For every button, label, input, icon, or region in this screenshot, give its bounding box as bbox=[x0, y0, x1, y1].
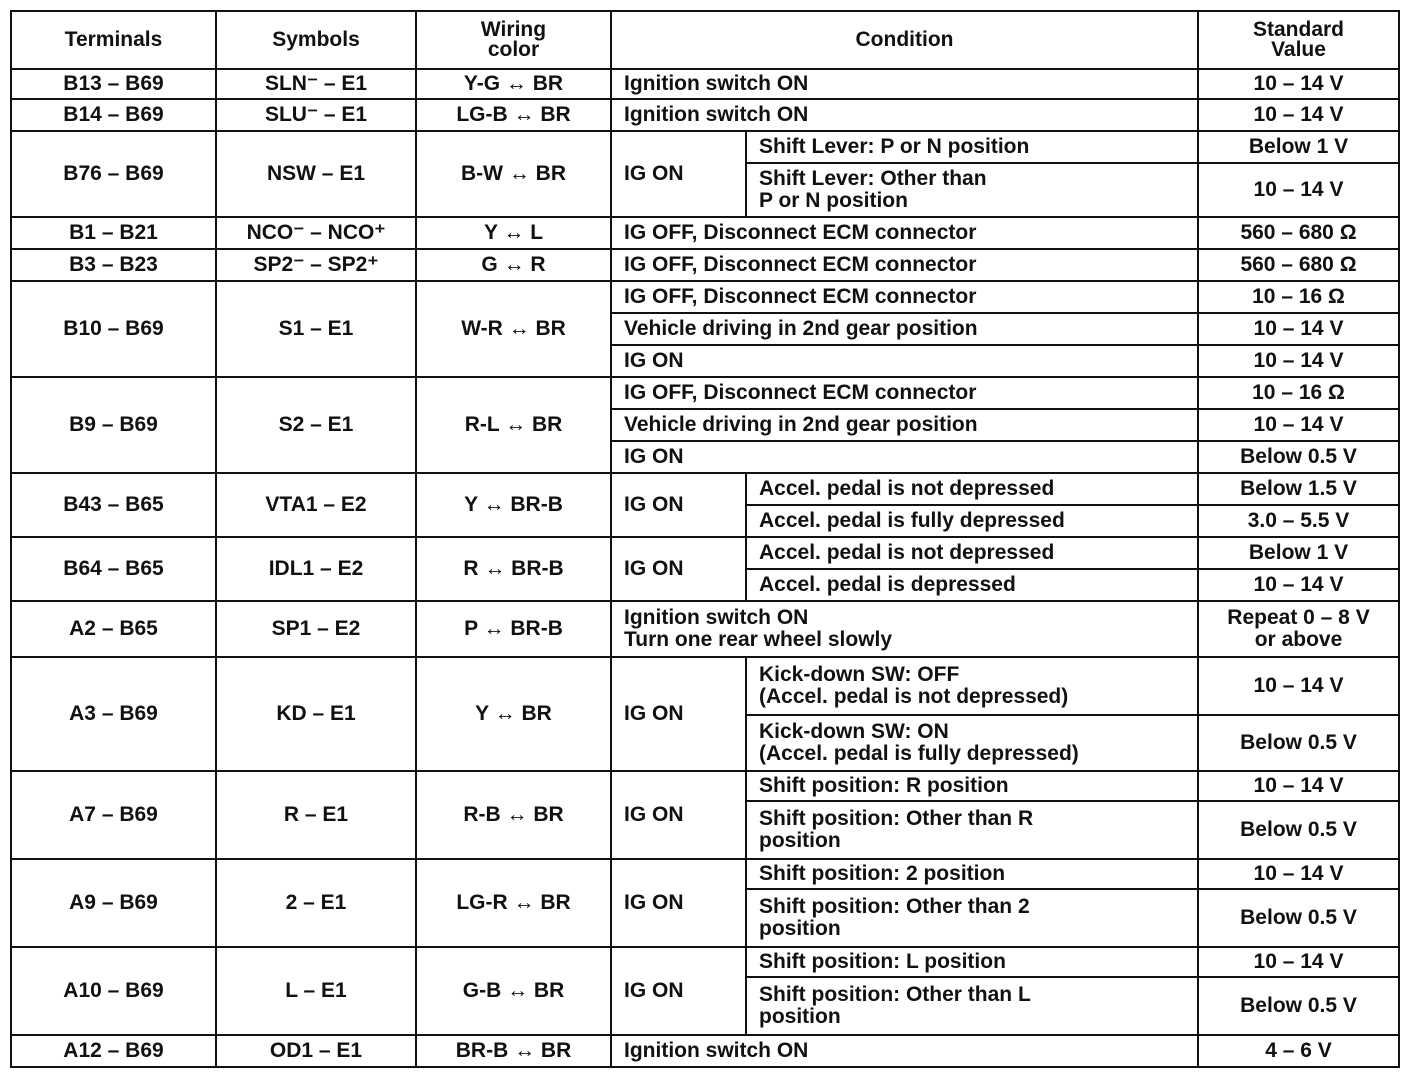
condition-detail-cell: Accel. pedal is not depressed bbox=[746, 537, 1198, 569]
wiring-color-cell: R ↔ BR-B bbox=[416, 537, 611, 601]
table-row bbox=[11, 947, 1399, 977]
symbols-cell: S1 – E1 bbox=[216, 281, 416, 377]
condition-main-cell: IG ON bbox=[611, 537, 746, 601]
condition-detail-cell: Shift Lever: P or N position bbox=[746, 131, 1198, 163]
symbols-cell: NSW – E1 bbox=[216, 131, 416, 217]
terminals-cell: A12 – B69 bbox=[11, 1035, 216, 1067]
table-row bbox=[11, 473, 1399, 505]
symbols-cell: SLU⁻ – E1 bbox=[216, 99, 416, 131]
condition-cell: IG OFF, Disconnect ECM connector bbox=[611, 249, 1198, 281]
condition-cell: Ignition switch ON bbox=[611, 1035, 1198, 1067]
symbols-cell: VTA1 – E2 bbox=[216, 473, 416, 537]
table-row bbox=[11, 1035, 1399, 1067]
wiring-color-cell: R-B ↔ BR bbox=[416, 771, 611, 859]
standard-value-cell: Below 1.5 V bbox=[1198, 473, 1399, 505]
standard-value-cell: 3.0 – 5.5 V bbox=[1198, 505, 1399, 537]
header-row bbox=[11, 11, 1399, 69]
symbols-cell: SP2⁻ – SP2⁺ bbox=[216, 249, 416, 281]
standard-value-cell: 10 – 14 V bbox=[1198, 657, 1399, 715]
standard-value-cell: 10 – 14 V bbox=[1198, 313, 1399, 345]
terminals-cell: B64 – B65 bbox=[11, 537, 216, 601]
condition-detail-cell: Shift position: Other than R position bbox=[746, 801, 1198, 859]
condition-cell: Vehicle driving in 2nd gear position bbox=[611, 313, 1198, 345]
standard-value-cell: Below 0.5 V bbox=[1198, 801, 1399, 859]
wiring-color-cell: B-W ↔ BR bbox=[416, 131, 611, 217]
standard-value-cell: 10 – 14 V bbox=[1198, 163, 1399, 217]
standard-value-cell: Below 1 V bbox=[1198, 131, 1399, 163]
terminals-cell: B10 – B69 bbox=[11, 281, 216, 377]
table-row bbox=[11, 281, 1399, 313]
condition-main-cell: IG ON bbox=[611, 947, 746, 1035]
condition-detail-cell: Accel. pedal is not depressed bbox=[746, 473, 1198, 505]
wiring-color-cell: Y ↔ BR-B bbox=[416, 473, 611, 537]
standard-value-cell: 10 – 14 V bbox=[1198, 69, 1399, 99]
standard-value-cell: 10 – 14 V bbox=[1198, 569, 1399, 601]
symbols-cell: L – E1 bbox=[216, 947, 416, 1035]
standard-value-cell: Below 0.5 V bbox=[1198, 977, 1399, 1035]
terminals-cell: B14 – B69 bbox=[11, 99, 216, 131]
standard-value-cell: 10 – 14 V bbox=[1198, 345, 1399, 377]
standard-value-cell: 10 – 14 V bbox=[1198, 409, 1399, 441]
symbols-cell: IDL1 – E2 bbox=[216, 537, 416, 601]
condition-cell: IG ON bbox=[611, 345, 1198, 377]
terminals-cell: B1 – B21 bbox=[11, 217, 216, 249]
wiring-color-cell: G-B ↔ BR bbox=[416, 947, 611, 1035]
table-row bbox=[11, 131, 1399, 163]
standard-value-cell: 10 – 14 V bbox=[1198, 99, 1399, 131]
terminals-cell: A10 – B69 bbox=[11, 947, 216, 1035]
condition-cell: Vehicle driving in 2nd gear position bbox=[611, 409, 1198, 441]
standard-value-cell: 10 – 16 Ω bbox=[1198, 281, 1399, 313]
condition-cell: Ignition switch ON bbox=[611, 99, 1198, 131]
table-row bbox=[11, 217, 1399, 249]
condition-detail-cell: Accel. pedal is depressed bbox=[746, 569, 1198, 601]
condition-main-cell: IG ON bbox=[611, 859, 746, 947]
standard-value-cell: 10 – 14 V bbox=[1198, 947, 1399, 977]
table-row bbox=[11, 771, 1399, 801]
wiring-color-cell: G ↔ R bbox=[416, 249, 611, 281]
condition-cell: IG ON bbox=[611, 441, 1198, 473]
terminals-cell: B9 – B69 bbox=[11, 377, 216, 473]
condition-cell: IG OFF, Disconnect ECM connector bbox=[611, 281, 1198, 313]
standard-value-cell: 560 – 680 Ω bbox=[1198, 249, 1399, 281]
wiring-color-cell: W-R ↔ BR bbox=[416, 281, 611, 377]
header-condition: Condition bbox=[611, 11, 1198, 69]
standard-value-cell: 10 – 14 V bbox=[1198, 859, 1399, 889]
terminals-cell: B43 – B65 bbox=[11, 473, 216, 537]
condition-cell: IG OFF, Disconnect ECM connector bbox=[611, 217, 1198, 249]
condition-detail-cell: Kick-down SW: ON (Accel. pedal is fully depressed) bbox=[746, 715, 1198, 771]
standard-value-cell: 10 – 14 V bbox=[1198, 771, 1399, 801]
standard-value-cell: Below 0.5 V bbox=[1198, 715, 1399, 771]
table-row bbox=[11, 99, 1399, 131]
condition-detail-cell: Kick-down SW: OFF (Accel. pedal is not depressed) bbox=[746, 657, 1198, 715]
header-wiring-color: Wiring color bbox=[416, 11, 611, 69]
standard-value-cell: 10 – 16 Ω bbox=[1198, 377, 1399, 409]
condition-main-cell: IG ON bbox=[611, 473, 746, 537]
symbols-cell: NCO⁻ – NCO⁺ bbox=[216, 217, 416, 249]
header-standard-value: Standard Value bbox=[1198, 11, 1399, 69]
standard-value-cell: 560 – 680 Ω bbox=[1198, 217, 1399, 249]
wiring-color-cell: R-L ↔ BR bbox=[416, 377, 611, 473]
table-row bbox=[11, 537, 1399, 569]
terminals-cell: B13 – B69 bbox=[11, 69, 216, 99]
wiring-color-cell: BR-B ↔ BR bbox=[416, 1035, 611, 1067]
wiring-color-cell: Y-G ↔ BR bbox=[416, 69, 611, 99]
symbols-cell: R – E1 bbox=[216, 771, 416, 859]
terminals-cell: B3 – B23 bbox=[11, 249, 216, 281]
terminals-cell: A7 – B69 bbox=[11, 771, 216, 859]
condition-main-cell: IG ON bbox=[611, 657, 746, 771]
symbols-cell: OD1 – E1 bbox=[216, 1035, 416, 1067]
terminal-inspection-table bbox=[10, 10, 1400, 1068]
wiring-color-cell: P ↔ BR-B bbox=[416, 601, 611, 657]
table-row bbox=[11, 69, 1399, 99]
symbols-cell: KD – E1 bbox=[216, 657, 416, 771]
wiring-color-cell: Y ↔ BR bbox=[416, 657, 611, 771]
terminals-cell: B76 – B69 bbox=[11, 131, 216, 217]
terminals-cell: A2 – B65 bbox=[11, 601, 216, 657]
terminals-cell: A9 – B69 bbox=[11, 859, 216, 947]
condition-detail-cell: Shift position: L position bbox=[746, 947, 1198, 977]
standard-value-cell: Below 1 V bbox=[1198, 537, 1399, 569]
condition-cell: Ignition switch ON bbox=[611, 69, 1198, 99]
table-row bbox=[11, 859, 1399, 889]
standard-value-cell: 4 – 6 V bbox=[1198, 1035, 1399, 1067]
condition-detail-cell: Shift position: Other than L position bbox=[746, 977, 1198, 1035]
wiring-color-cell: Y ↔ L bbox=[416, 217, 611, 249]
standard-value-cell: Below 0.5 V bbox=[1198, 889, 1399, 947]
table-row bbox=[11, 657, 1399, 715]
condition-detail-cell: Accel. pedal is fully depressed bbox=[746, 505, 1198, 537]
terminals-cell: A3 – B69 bbox=[11, 657, 216, 771]
condition-detail-cell: Shift position: Other than 2 position bbox=[746, 889, 1198, 947]
table-row bbox=[11, 377, 1399, 409]
header-terminals: Terminals bbox=[11, 11, 216, 69]
header-symbols: Symbols bbox=[216, 11, 416, 69]
wiring-color-cell: LG-B ↔ BR bbox=[416, 99, 611, 131]
condition-detail-cell: Shift position: 2 position bbox=[746, 859, 1198, 889]
table-row bbox=[11, 249, 1399, 281]
standard-value-cell: Repeat 0 – 8 V or above bbox=[1198, 601, 1399, 657]
table-row bbox=[11, 601, 1399, 657]
standard-value-cell: Below 0.5 V bbox=[1198, 441, 1399, 473]
condition-main-cell: IG ON bbox=[611, 131, 746, 217]
condition-cell: IG OFF, Disconnect ECM connector bbox=[611, 377, 1198, 409]
symbols-cell: 2 – E1 bbox=[216, 859, 416, 947]
condition-cell: Ignition switch ON Turn one rear wheel slowly bbox=[611, 601, 1198, 657]
symbols-cell: SP1 – E2 bbox=[216, 601, 416, 657]
condition-main-cell: IG ON bbox=[611, 771, 746, 859]
wiring-color-cell: LG-R ↔ BR bbox=[416, 859, 611, 947]
symbols-cell: S2 – E1 bbox=[216, 377, 416, 473]
condition-detail-cell: Shift position: R position bbox=[746, 771, 1198, 801]
symbols-cell: SLN⁻ – E1 bbox=[216, 69, 416, 99]
condition-detail-cell: Shift Lever: Other than P or N position bbox=[746, 163, 1198, 217]
